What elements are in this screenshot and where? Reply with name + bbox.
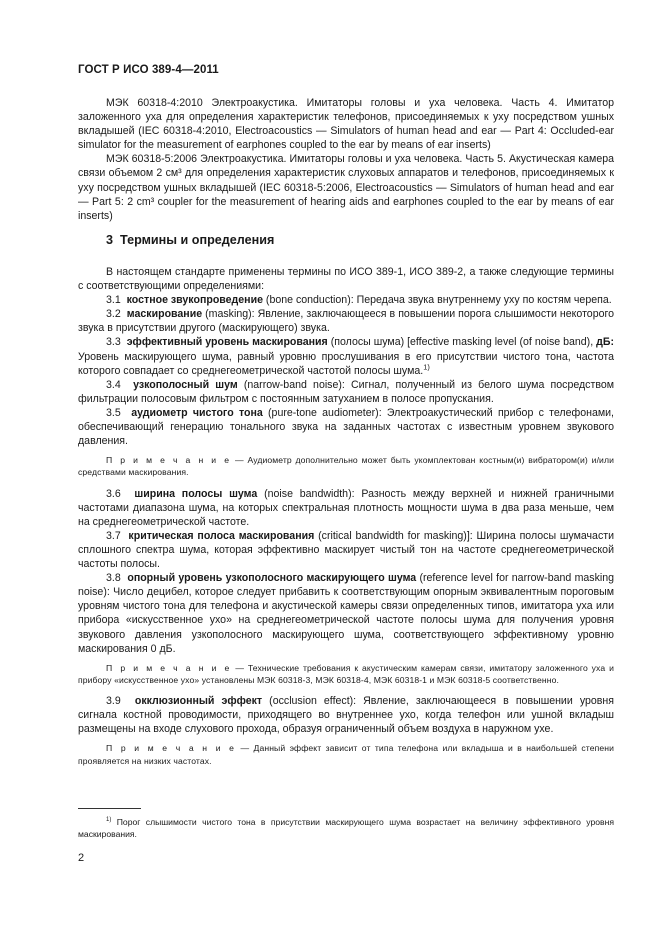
reference-item: МЭК 60318-4:2010 Электроакустика. Имитаторы головы и уха человека. Часть 4. Имитатор заложенного уха для определения характеристик телефонов, присоединяемых к уху посредством ушных вкладышей (IEC 60318-4:2010, Electroacoustics — Simulators of human head and ear — Part 4: Occluded-ear simulator for the measurement of earphones coupled to the ear by means of ear inserts) [78,97,614,152]
term-number: 3.2 [106,308,121,321]
term-name: ширина полосы шума [134,487,258,500]
note-1 [78,454,614,478]
section-heading: Термины и определения [120,233,275,247]
term-number: 3.8 [106,572,121,585]
reference-item: МЭК 60318-5:2006 Электроакустика. Имитаторы головы и уха человека. Часть 5. Акустическая камера связи объемом 2 см³ для определения характеристик слуховых аппаратов и телефонов, присоединяемых к уху посредством ушных вкладышей (IEC 60318-5:2006, Electroacoustics — Simulators of human head and ear — Part 5: 2 cm³ coupler for the measurement of hearing aids and earphones coupled to the ear by means of ear inserts) [78,153,614,222]
term-definition: (critical bandwidth for masking)]: Ширина полосы шумачасти сплошного спектра шума, которая эффективно маскирует чистый тон на частоте среднегеометрической частоты полосы. [78,529,615,571]
note-label: П р и м е ч а н и е [106,455,232,466]
term-name: критическая полоса маскирования [128,529,315,542]
note-text: — Аудиометр дополнительно может быть укомплектован костным(и) вибратором(и) и/или средствами маскирования. [78,455,614,478]
term-definition: (masking): Явление, заключающееся в повышении порога слышимости некоторого звука в присутствии другого (маскирующего) звука. [78,308,615,335]
term-definition-rest: Уровень маскирующего шума, равный уровню прослушивания в его присутствии чистого тона, частота которого совпадает со среднегеометрической частотой полосы шума. [78,350,614,377]
section-title [106,233,274,247]
section-number: 3 [106,233,114,247]
footnote-mark: 1) [106,817,112,824]
term-number: 3.6 [106,487,121,500]
term-3-7 [78,529,614,571]
term-definition: (pure-tone audiometer): Электроакустический прибор с телефонами, обеспечивающий генерацию тонального звука на заданных частотах с известным уровнем звукового давления. [78,406,615,448]
terms-section [78,265,614,775]
note-text: — Технические требования к акустическим камерам связи, имитатору заложенного уха и прибору «искусственное ухо» установлены МЭК 60318-3, МЭК 60318-4, МЭК 60318-1 и МЭК 60318-5 соответственно. [78,662,614,685]
term-3-5 [78,406,614,448]
term-3-8 [78,571,614,656]
note-text: — Данный эффект зависит от типа телефона или вкладыша и в наибольшей степени проявляется на низких частотах. [78,743,614,766]
term-number: 3.4 [106,378,121,391]
term-definition: (reference level for narrow-band masking noise): Число децибел, которое следует прибавить к соответствующим опорным эквивалентным пороговым уровням чистого тона для телефона и акустической камеры связи определенных типов, имитатора уха или прибора «искусственное ухо» на среднегеометрической частоте полосы шума для получения уровня звукового давления узкополосного маскирующего шума, соответствующего эффективному уровню маскирования 0 дБ. [78,572,615,655]
term-number: 3.3 [106,336,121,349]
note-label: П р и м е ч а н и е [106,662,232,673]
term-name: эффективный уровень маскирования [126,336,328,349]
term-number: 3.1 [106,294,121,307]
page-number: 2 [78,852,85,864]
term-number: 3.7 [106,529,121,542]
term-name: аудиометр чистого тона [131,406,263,419]
footnote [78,816,614,841]
term-3-4 [78,378,614,406]
term-definition: (noise bandwidth): Разность между верхней и нижней граничными частотами диапазона шума, на которых спектральная плотность мощности шума в два раза меньше, чем на среднегеометрической частоте. [78,487,614,528]
term-3-1 [78,293,614,307]
footnote-separator [78,808,141,809]
term-3-6 [78,487,614,529]
normative-references [78,96,614,223]
note-2 [78,662,614,686]
term-3-3 [78,335,614,377]
term-definition: (bone conduction): Передача звука внутреннему уху по костям черепа. [262,294,612,307]
term-3-2 [78,307,614,335]
term-name: опорный уровень узкополосного маскирующего шума [127,572,417,585]
term-definition: (narrow-band noise): Сигнал, полученный из белого шума посредством фильтрации полосовым фильтром с постоянным затуханием в полосе пропускания. [78,378,615,405]
footnote-ref: 1) [423,362,430,372]
term-name: узкополосный шум [133,378,238,391]
intro-paragraph: В настоящем стандарте применены термины по ИСО 389-1, ИСО 389-2, а также следующие термины с соответствующими определениями: [78,266,614,293]
term-name: костное звукопроведение [126,294,263,307]
term-number: 3.5 [106,406,121,419]
footnote-text: Порог слышимости чистого тона в присутствии маскирующего шума возрастает на величину эффективного уровня маскирования. [78,817,614,840]
term-name: маскирование [126,308,203,321]
term-3-9 [78,694,614,736]
note-label: П р и м е ч а н и е [106,743,237,754]
term-definition: (полосы шума) [effective masking level (of noise band), [327,336,597,349]
term-definition: (occlusion effect): Явление, заключающееся в повышении уровня сигнала костной проводимости, приходящего во внутреннее ухо, когда телефон или ушной вкладыш размещены на входе слухового прохода, образуя ограниченный объем воздуха в наружном ухе. [78,695,614,736]
term-number: 3.9 [106,695,121,708]
document-header: ГОСТ Р ИСО 389-4—2011 [78,64,219,76]
term-name: окклюзионный эффект [134,695,263,708]
note-3 [78,742,614,766]
term-unit: дБ: [596,336,615,349]
